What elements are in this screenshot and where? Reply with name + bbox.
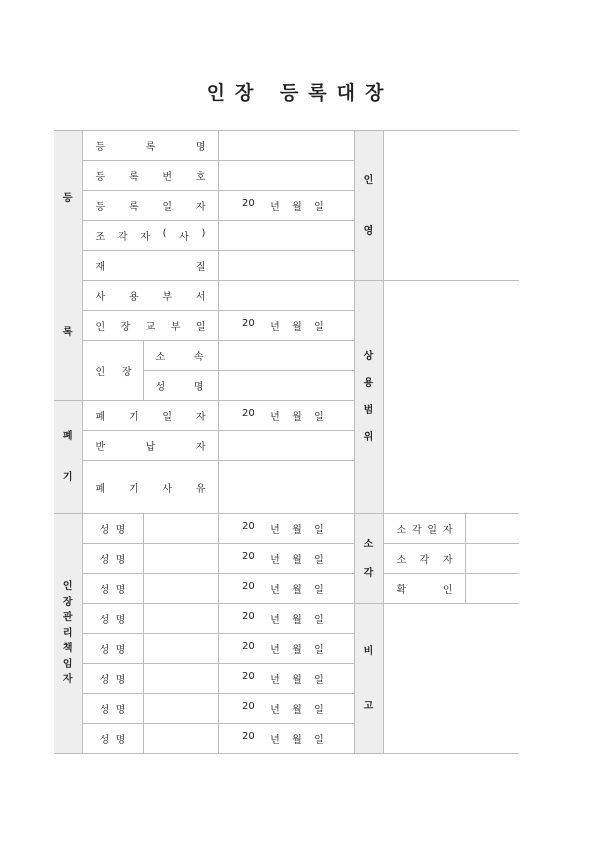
group-char: 각 (363, 567, 374, 579)
date-part: 일 (314, 705, 324, 716)
label-char: 록 (145, 142, 156, 153)
manager-name-label: 성 명 (82, 514, 143, 544)
date-part: 20 (242, 521, 255, 532)
group-char: 등 (62, 192, 73, 204)
group-manager (54, 514, 82, 754)
label-char: 번 (162, 172, 173, 183)
label-char: 호 (195, 172, 206, 183)
label-char: 각 (411, 525, 422, 536)
page-title: 인장 등록대장 (206, 82, 394, 104)
date-part: 년 (270, 675, 280, 686)
date-part: 년 (270, 322, 280, 333)
label-char: 인 (95, 322, 106, 333)
group-char: 자 (62, 674, 73, 686)
group-disposal (54, 401, 82, 514)
group-register (54, 131, 82, 401)
date-part: 월 (292, 412, 302, 423)
date-part: 월 (292, 645, 302, 656)
manager-name-label: 성 명 (82, 694, 143, 724)
label-char: 인 (442, 585, 453, 596)
date-part: 년 (270, 555, 280, 566)
confirm-field[interactable] (465, 574, 519, 604)
date-part: 월 (292, 202, 302, 213)
seal-register-table (54, 130, 519, 754)
date-part: 년 (270, 412, 280, 423)
manager-name-field[interactable] (143, 694, 218, 724)
burn-date-field[interactable] (465, 514, 519, 544)
manager-name-label: 성 명 (82, 664, 143, 694)
date-part: 월 (292, 525, 302, 536)
disposal-date-field[interactable] (218, 401, 354, 431)
manager-date-field[interactable] (218, 514, 354, 544)
group-char: 임 (62, 658, 73, 670)
label-char: 등 (95, 202, 106, 213)
label-char: 교 (145, 322, 156, 333)
group-usage-scope (354, 281, 383, 514)
label-char: 사 (95, 292, 106, 303)
label-char: ( (162, 228, 167, 239)
date-part: 20 (242, 408, 255, 419)
group-char: 책 (62, 643, 73, 655)
manager-name-label: 성 명 (82, 574, 143, 604)
disposal-reason-field[interactable] (218, 461, 354, 514)
label-char: 부 (170, 322, 181, 333)
reg-no-field[interactable] (218, 161, 354, 191)
label-confirm (383, 574, 465, 604)
date-part: 년 (270, 735, 280, 746)
group-char: 장 (62, 596, 73, 608)
date-part: 월 (292, 585, 302, 596)
label-char: 록 (128, 172, 139, 183)
burner-field[interactable] (465, 544, 519, 574)
manager-name-label: 성 명 (82, 544, 143, 574)
label-burner (383, 544, 465, 574)
manager-name-label: 성 명 (82, 724, 143, 754)
group-char: 인 (363, 174, 374, 186)
remarks-field[interactable] (383, 604, 519, 754)
date-part: 20 (242, 611, 255, 622)
manager-name-field[interactable] (143, 514, 218, 544)
manager-name-label: 성 명 (82, 634, 143, 664)
label-char: 일 (162, 202, 173, 213)
date-part: 월 (292, 735, 302, 746)
date-part: 일 (314, 585, 324, 596)
label-char: 자 (195, 412, 206, 423)
label-char: 일 (195, 322, 206, 333)
group-char: 폐 (62, 431, 73, 442)
affiliation-field[interactable] (218, 341, 354, 371)
label-char: 폐 (95, 483, 106, 495)
date-part: 일 (314, 735, 324, 746)
seal-image-field[interactable] (383, 131, 519, 281)
dept-field[interactable] (218, 281, 354, 311)
group-seal-image (354, 131, 383, 281)
usage-scope-field[interactable] (383, 281, 519, 514)
label-char: ) (201, 228, 206, 239)
label-char: 서 (195, 292, 206, 303)
label-char: 소 (155, 352, 166, 363)
date-part: 년 (270, 615, 280, 626)
label-char: 용 (128, 292, 139, 303)
date-part: 년 (270, 645, 280, 656)
issue-date-field[interactable] (218, 311, 354, 341)
date-part: 년 (270, 585, 280, 596)
group-char: 인 (62, 581, 73, 593)
date-part: 일 (314, 412, 324, 423)
label-burn-date (383, 514, 465, 544)
date-part: 월 (292, 322, 302, 333)
date-part: 20 (242, 671, 255, 682)
label-reg-date (82, 191, 218, 221)
group-char: 용 (363, 378, 374, 389)
label-char: 일 (162, 412, 173, 423)
manager-date-field[interactable] (218, 694, 354, 724)
reg-date-field[interactable] (218, 191, 354, 221)
date-part: 년 (270, 525, 280, 536)
label-returner (82, 431, 218, 461)
label-char: 자 (140, 232, 150, 243)
date-part: 20 (242, 551, 255, 562)
manager-date-field[interactable] (218, 604, 354, 634)
date-part: 월 (292, 615, 302, 626)
label-char: 명 (193, 382, 204, 393)
seal-name-field[interactable] (218, 371, 354, 401)
label-reg-no (82, 161, 218, 191)
group-char: 소 (363, 538, 374, 550)
group-burn (354, 514, 383, 604)
label-char: 성 (155, 382, 166, 393)
date-part: 일 (314, 322, 324, 333)
manager-name-field[interactable] (143, 634, 218, 664)
label-char: 납 (145, 442, 156, 453)
label-char: 소 (396, 555, 407, 566)
label-affiliation (143, 341, 218, 371)
label-disposal-reason (82, 461, 218, 514)
group-char: 영 (363, 225, 374, 237)
label-char: 조 (95, 232, 106, 243)
group-char: 기 (62, 472, 73, 483)
date-part: 20 (242, 641, 255, 652)
manager-name-field[interactable] (143, 574, 218, 604)
date-part: 년 (270, 202, 280, 213)
label-seal (82, 341, 143, 401)
label-material (82, 251, 218, 281)
label-char: 명 (195, 142, 206, 153)
date-part: 20 (242, 581, 255, 592)
label-reg-name (82, 131, 218, 161)
date-part: 년 (270, 705, 280, 716)
material-field[interactable] (218, 251, 354, 281)
group-char: 상 (363, 351, 374, 362)
date-part: 일 (314, 615, 324, 626)
label-char: 장 (120, 322, 131, 333)
label-char: 장 (121, 367, 132, 378)
manager-name-label: 성 명 (82, 604, 143, 634)
returner-field[interactable] (218, 431, 354, 461)
manager-name-field[interactable] (143, 664, 218, 694)
group-remarks (354, 604, 383, 754)
label-char: 등 (95, 142, 106, 153)
reg-name-field[interactable] (218, 131, 354, 161)
date-part: 20 (242, 701, 255, 712)
manager-name-field[interactable] (143, 724, 218, 754)
group-char: 비 (363, 645, 374, 657)
date-part: 일 (314, 645, 324, 656)
label-char: 기 (128, 483, 139, 495)
date-part: 월 (292, 675, 302, 686)
label-char: 일 (427, 525, 438, 536)
manager-date-field[interactable] (218, 664, 354, 694)
label-char: 자 (442, 555, 453, 566)
manager-date-field[interactable] (218, 724, 354, 754)
label-char: 질 (195, 262, 206, 273)
date-part: 20 (242, 198, 255, 209)
label-char: 유 (195, 483, 206, 495)
manager-name-field[interactable] (143, 604, 218, 634)
group-char: 리 (62, 627, 73, 639)
date-part: 월 (292, 705, 302, 716)
engraver-field[interactable] (218, 221, 354, 251)
manager-date-field[interactable] (218, 634, 354, 664)
label-char: 재 (95, 262, 106, 273)
date-part: 20 (242, 731, 255, 742)
label-char: 자 (442, 525, 453, 536)
label-char: 등 (95, 172, 106, 183)
label-char: 각 (419, 555, 430, 566)
label-char: 자 (195, 442, 206, 453)
label-char: 각 (117, 232, 128, 243)
label-char: 속 (193, 352, 204, 363)
date-part: 월 (292, 555, 302, 566)
manager-name-field[interactable] (143, 544, 218, 574)
date-part: 일 (314, 202, 324, 213)
label-seal-name (143, 371, 218, 401)
label-char: 확 (396, 585, 407, 596)
manager-date-field[interactable] (218, 574, 354, 604)
group-char: 고 (363, 700, 374, 712)
label-dept (82, 281, 218, 311)
group-char: 위 (363, 432, 374, 443)
label-engraver (82, 221, 218, 251)
label-char: 사 (162, 483, 173, 495)
label-char: 소 (396, 525, 407, 536)
group-char: 록 (62, 327, 73, 339)
group-char: 범 (363, 405, 374, 416)
label-char: 사 (179, 232, 189, 243)
group-char: 관 (62, 612, 73, 624)
date-part: 일 (314, 555, 324, 566)
label-disposal-date (82, 401, 218, 431)
label-char: 반 (95, 442, 106, 453)
label-char: 록 (128, 202, 139, 213)
date-part: 20 (242, 318, 255, 329)
manager-date-field[interactable] (218, 544, 354, 574)
date-part: 일 (314, 675, 324, 686)
label-char: 자 (195, 202, 206, 213)
date-part: 일 (314, 525, 324, 536)
label-char: 기 (128, 412, 139, 423)
label-char: 폐 (95, 412, 106, 423)
label-char: 부 (162, 292, 173, 303)
label-char: 인 (95, 367, 106, 378)
label-issue-date (82, 311, 218, 341)
